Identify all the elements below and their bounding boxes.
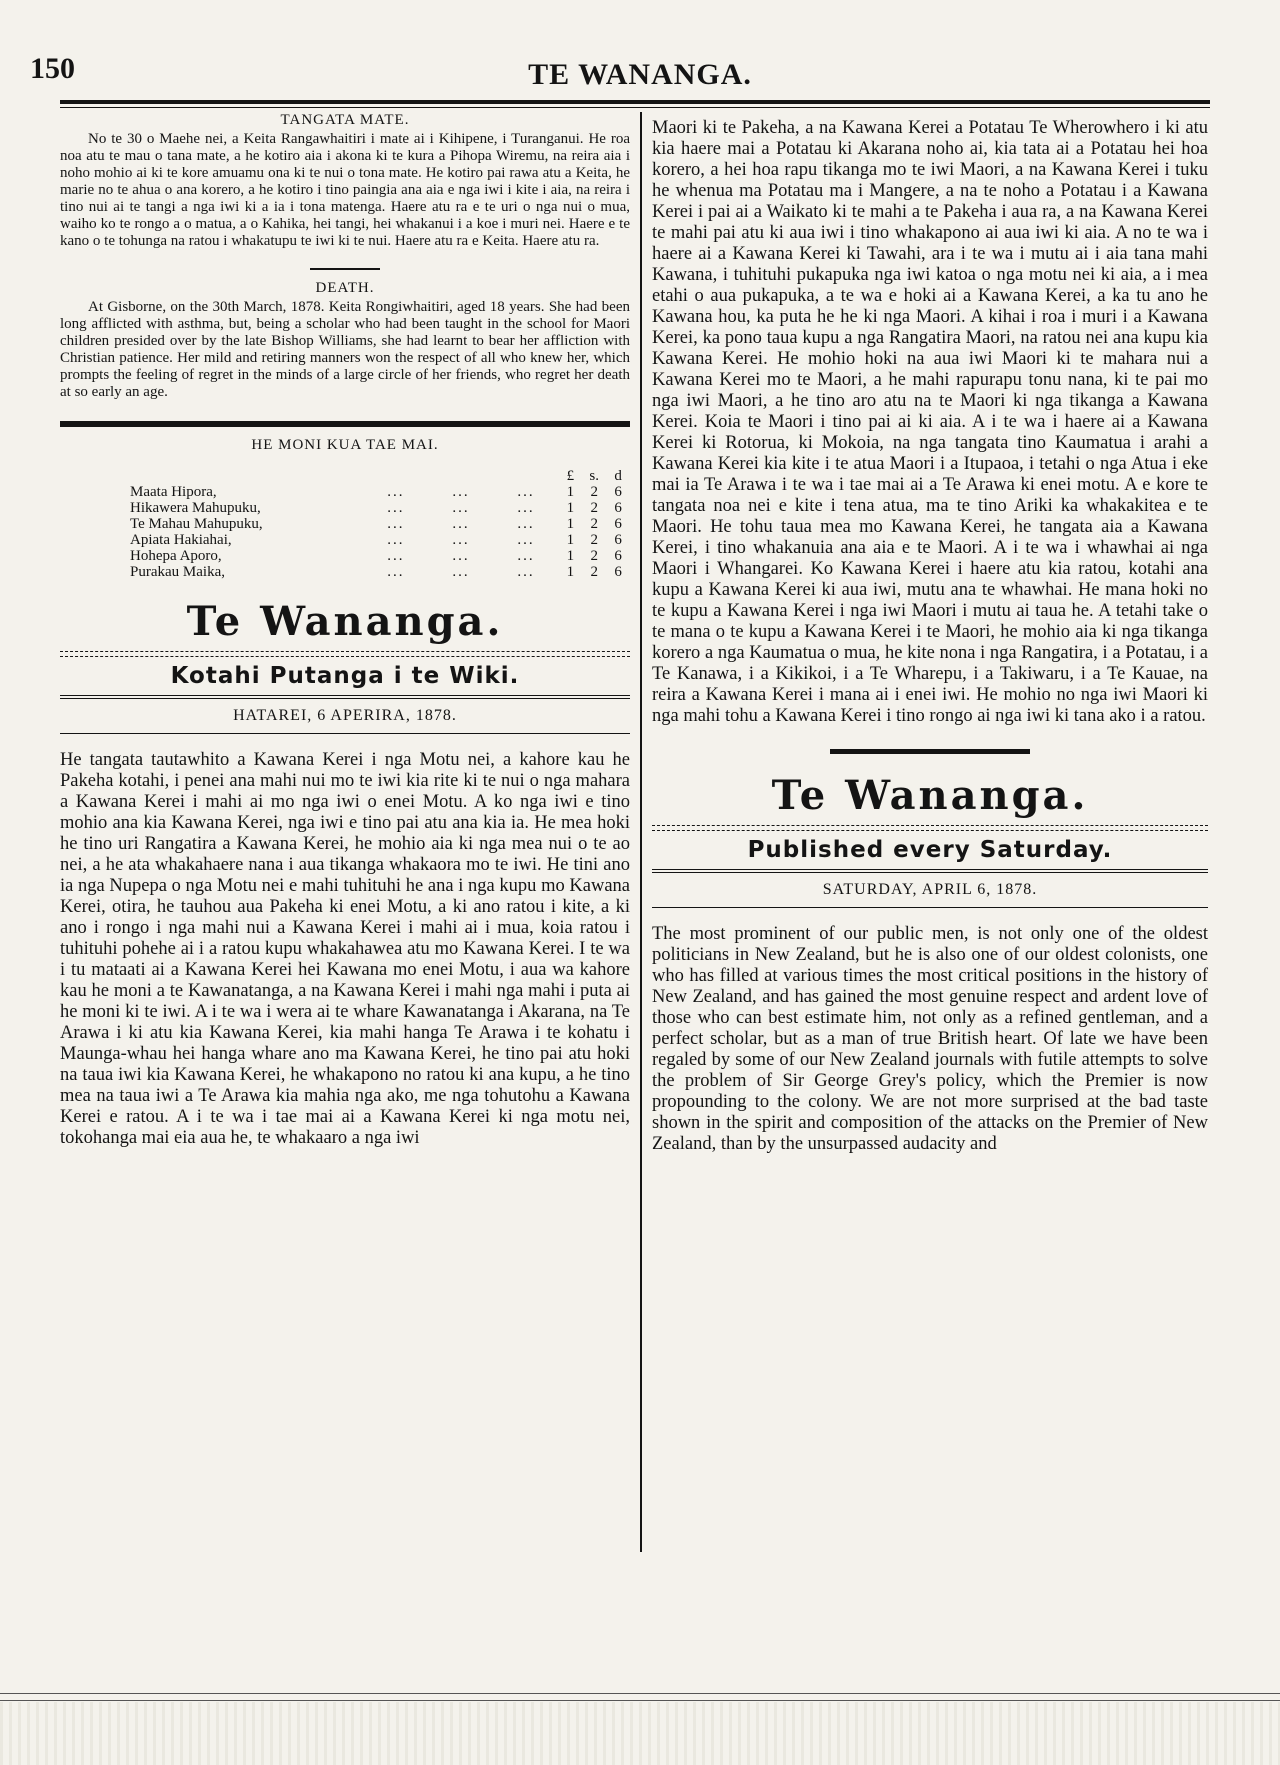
donor-name: Apiata Hakiahai, [130, 532, 232, 548]
page-edge-texture [0, 1702, 1280, 1765]
english-dateline: SATURDAY, APRIL 6, 1878. [822, 881, 1038, 898]
table-row: Apiata Hakiahai, ... ... ... 1 2 6 [60, 532, 630, 548]
section-rule [830, 749, 1030, 754]
thick-rule [60, 421, 630, 427]
shilling-header: s. [589, 468, 599, 484]
double-rule [60, 695, 630, 699]
tangata-mate-body: No te 30 o Maehe nei, a Keita Rangawhaitiri i mate ai i Kihipene, i Turanganui. He roa noa atu te mau o tana mate, a he kotiro aia i akona ki te kura a Pihopa Wiremu, na reira aia i noho mohio ai ki te kore amuamu ona ki te nui o tona mate. He kotiro pai rawa atu a Keita, he marie no te ahua o ana korero, a he kotiro i tino paingia ana aia e nga iwi i kite i aia, na reira i tino nui ai te tangi a nga iwi ki a ia i tona matenga. Haere atu ra e te uri o nga nui o mua, waiho ko te rongo a o matua, a o Kahika, hei tangi, hei whakanui i a koe i muri nei. Haere e te kano o te tohunga na ratou i whakatupu te iwi ki te nui. Haere atu ra e Keita. Haere atu ra. [60, 131, 630, 249]
dateline-rule [652, 907, 1208, 908]
table-row: Hikawera Mahupuku, ... ... ... 1 2 6 [60, 500, 630, 516]
double-rule [652, 869, 1208, 873]
bottom-rule-2 [0, 1700, 1280, 1701]
moni-heading: HE MONI KUA TAE MAI. [251, 437, 439, 453]
dateline-rule [60, 733, 630, 734]
header-rule [60, 100, 1210, 104]
pound-header: £ [566, 468, 575, 484]
left-column [60, 112, 630, 1149]
english-masthead-title: Te Wananga. [771, 772, 1089, 819]
table-row: Te Mahau Mahupuku, ... ... ... 1 2 6 [60, 516, 630, 532]
right-column [652, 118, 1208, 1155]
ornamental-rule [60, 651, 630, 657]
moni-table [60, 468, 630, 580]
donor-name: Purakau Maika, [130, 564, 225, 580]
death-body: At Gisborne, on the 30th March, 1878. Keita Rongiwhaitiri, aged 18 years. She had been long afflicted with asthma, but, being a scholar who had been taught in the school for Maori children presided over by the late Bishop Williams, she had learnt to bear her affliction with Christian patience. Her mild and retiring manners won the respect of all who knew her, which prompts the feeling of regret in the minds of a large circle of her friends, who regret her death at so early an age. [60, 299, 630, 400]
maori-masthead-subtitle: Kotahi Putanga i te Wiki. [170, 663, 520, 689]
tangata-mate-heading: TANGATA MATE. [280, 112, 410, 128]
english-article-body: The most prominent of our public men, is not only one of the oldest politicians in New Zealand, but he is also one of our oldest colonists, one who has filled at various times the most critical positions in the history of New Zealand, and has gained the most genuine respect and ardent love of those who can best estimate him, not only as a refined gentleman, and a perfect scholar, but as a man of true British heart. Of late we have been regaled by some of our New Zealand journals with futile attempts to solve the problem of Sir George Grey's policy, which the Premier is now propounding to the colony. We are not more surprised at the bad taste shown in the spirit and composition of the attacks on the Premier of New Zealand, than by the unsurpassed audacity and [652, 924, 1208, 1154]
moni-header-row [60, 468, 630, 484]
death-heading: DEATH. [315, 280, 375, 296]
pence-header: d [614, 468, 622, 484]
page-number: 150 [30, 52, 75, 85]
table-row: Maata Hipora, ... ... ... 1 2 6 [60, 484, 630, 500]
table-row: Hohepa Aporo, ... ... ... 1 2 6 [60, 548, 630, 564]
maori-article-part2: Maori ki te Pakeha, a na Kawana Kerei a Potatau Te Wherowhero i ki atu kia haere mai a Potatau ki Akarana noho ai, kia tata ai a Potatau hei hoa korero, a hei hoa rapu tikanga mo te iwi Maori, a na Kawana Kerei i tuku he whenua ma Potatau ma i Mangere, a na te noho a Potatau i a Kawana Kerei i pai ai a Waikato ki te mahi a te Pakeha i aua ra, a na Kawana Kerei te mahi pai atu ki aua iwi i tino whakapono ai aua iwi ki aia. A no te wa i haere ai a Kawana Kerei ki Tawahi, ara i te wa i mutu ai i aia tana mahi Kawana, i tuhituhi pukapuka nga iwi katoa o nga motu nei ki aia, a i mea etahi o aua pukapuka, a te wa e hoki ai a Kawana Kerei, a ka tu ano he Kawana hou, ka puta he he ki nga Maori. A kihai i roa i muri i a Kawana Kerei, ka pono taua kupu a nga Rangatira Maori, na ratou nei ana kupu kia Kawana Kerei. He mohio hoki na aua iwi Maori ki te mahara nui a Kawana Kerei mo te Maori, a he mahi rapurapu tonu nana, ki te pai mo nga iwi Maori, a he tino aro atu na te Maori ki nga tikanga a Kawana Kerei. Koia te Maori i tino pai ai ki aia. A i te wa i haere ai a Kawana Kerei ki Rotorua, ki Mokoia, na nga tangata tino Kaumatua i arahi a Kawana Kerei kia kite i te atua Maori i a Itupaoa, i tetahi o nga Atua i eke mai ia Te Arawa i te wa i tae mai ai a Te Arawa ki enei motu. A e kore te tangata noa nei e kite i tena atua, ma te tino Ariki ka whakakitea e te Maori. He tohu taua mea mo Kawana Kerei, he tangata aia a Kawana Kerei, i tino whakanuia ana aia e te Maori. A i te wa i whawhai ai nga Maori i Whangarei. Ko Kawana Kerei i haere atu kia ratou, kotahi ana kupu a Kawana Kerei ki aua iwi, mutu ana te whawhai. He mana hoki no te kupu a Kawana Kerei i nga iwi Maori i mutu ai taua he. A tetahi take o te mana o te kupu a Kawana Kerei i te Maori, he mohio aia ki nga tikanga korero a nga Kaumatua o mua, he kite nona i nga Rangatira, i a Potatau, i a Te Kanawa, i a Kikikoi, i a Te Wharepu, i a Takiwaru, i a Te Kauae, na reira a Kawana Kerei i mana ai i enei iwi. He mohio no nga iwi Maori ki nga mahi tohu a Kawana Kerei i tino rongo ai nga iwi ki tana ako i a ratou. [652, 118, 1208, 726]
maori-dateline: HATAREI, 6 APERIRA, 1878. [233, 707, 457, 724]
running-title: TE WANANGA. [528, 58, 752, 91]
section-rule [310, 268, 380, 270]
column-divider [640, 112, 642, 1552]
donor-name: Maata Hipora, [130, 484, 217, 500]
table-row: Purakau Maika, ... ... ... 1 2 6 [60, 564, 630, 580]
donor-name: Hohepa Aporo, [130, 548, 222, 564]
donor-name: Te Mahau Mahupuku, [130, 516, 263, 532]
maori-article-part1: He tangata tautawhito a Kawana Kerei i nga Motu nei, a kahore kau he Pakeha kotahi, i penei ana mahi nui mo te iwi kia rite ki te nui o nga mahara a Kawana Kerei i mahi ai mo nga iwi o enei Motu. A ko nga iwi e tino mohio ana kia Kawana Kerei, nga iwi e tino pai atu ana kia ia. He mea hoki he tino uri Rangatira a Kawana Kerei, he mohio aia ki nga mea nui o te ao nei, a he ata whakahaere nana i aua tikanga whakaora mo te iwi. He tini ano ia nga Nupepa o nga Motu nei e mahi tuhituhi he ana i nga kupu mo Kawana Kerei, otira, he tauhou aua Pakeha ki enei Motu, a ki ano ratou i kite, a ki ano i rongo i nga mahi nui a Kawana Kerei i mahi ai i mua, koia ratou i tuhituhi pohehe ai i a ratou kupu whakahawea atu mo Kawana Kerei. I te wa i tu mataati ai a Kawana Kerei hei Kawana mo enei Motu, i aua wa kahore kau he moni a te Kawanatanga, a na Kawana Kerei i mahi nga mahi i puta ai he moni ki te iwi. A i te wa i wera ai te whare Kawanatanga i Akarana, na Te Arawa i ki atu kia Kawana Kerei, kia mahi hanga Te Arawa i te kohatu i Maunga-whau hei hanga whare ano ma Kawana Kerei, he tino pai atu hoki na taua iwi kia Kawana Kerei, he whakapono no ratou ki ana kupu, a he tino mea na taua iwi a Te Arawa kia mahia nga ako, me nga tohutohu a Kawana Kerei e ratou. A i te wa i tae mai ai a Kawana Kerei ki nga motu nei, tokohanga mai eia aua he, te whakaaro a nga iwi [60, 750, 630, 1148]
maori-masthead-title: Te Wananga. [186, 598, 504, 645]
donor-name: Hikawera Mahupuku, [130, 500, 261, 516]
ornamental-rule [652, 825, 1208, 831]
bottom-rule [0, 1693, 1280, 1694]
header-rule-thin [60, 107, 1210, 108]
english-masthead-subtitle: Published every Saturday. [747, 837, 1113, 863]
